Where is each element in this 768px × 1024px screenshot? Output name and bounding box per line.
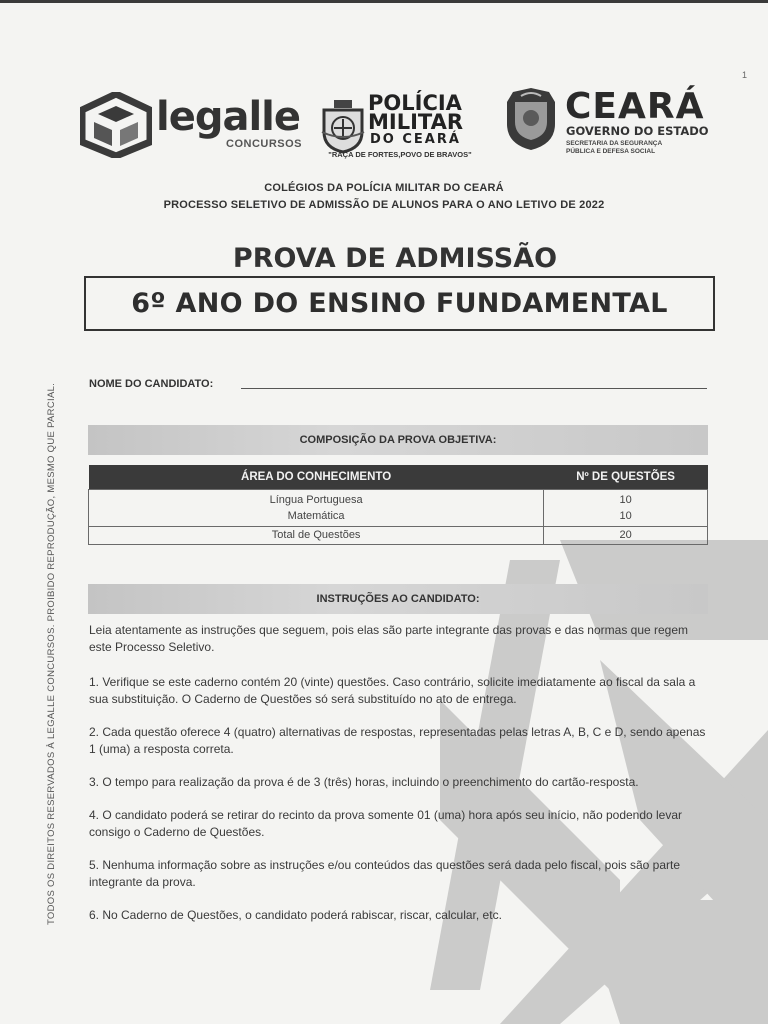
pm-crest-icon (320, 98, 366, 154)
table-row (89, 489, 708, 526)
legalle-logo (80, 92, 310, 158)
ceara-government-label: GOVERNO DO ESTADO (566, 124, 709, 138)
instructions-body (89, 622, 713, 940)
pm-title (368, 91, 464, 134)
policia-militar-logo (320, 91, 480, 166)
header-process: PROCESSO SELETIVO DE ADMISSÃO DE ALUNOS PARA O ANO LETIVO DE 2022 (163, 199, 605, 211)
copyright-side-note: TODOS OS DIREITOS RESERVADOS À LEGALLE CONCURSOS. PROIBIDO REPRODUÇÃO, MESMO QUE PARCIAL. (46, 382, 57, 925)
candidate-name-row (89, 378, 709, 394)
subject-area: Matemática (287, 509, 345, 522)
instruction-item: 2. Cada questão oferece 4 (quatro) alternativas de respostas, representadas pelas letras A, B, C e D, sendo apenas 1 (uma) a resposta correta. (89, 725, 706, 756)
pm-ceara-text: DO CEARÁ (370, 132, 461, 147)
exam-title: PROVA DE ADMISSÃO (232, 243, 558, 274)
composition-title: COMPOSIÇÃO DA PROVA OBJETIVA: (299, 434, 497, 446)
page-number: 1 (742, 70, 748, 80)
instruction-item: 4. O candidato poderá se retirar do recinto da prova somente 01 (uma) hora após seu início, não podendo levar consigo o Caderno de Questões. (89, 808, 683, 839)
instructions-title-bar (88, 584, 708, 614)
counts-cell (544, 489, 708, 526)
candidate-name-line[interactable] (241, 388, 707, 389)
subject-count: 10 (619, 509, 632, 522)
ceara-secretariat-line2: PÚBLICA E DEFESA SOCIAL (566, 148, 656, 155)
table-total-row (89, 526, 708, 544)
instruction-item: 6. No Caderno de Questões, o candidato poderá rabiscar, riscar, calcular, etc. (89, 908, 502, 922)
instruction-item: 5. Nenhuma informação sobre as instruções e/ou conteúdos das questões será dada pelo fiscal, pois são parte integrante da prova. (89, 858, 681, 889)
ceara-secretariat-line1: SECRETARIA DA SEGURANÇA (566, 140, 663, 147)
legalle-subtitle: CONCURSOS (226, 138, 303, 150)
instructions-title: INSTRUÇÕES AO CANDIDATO: (316, 593, 480, 605)
pm-title-line1: POLÍCIA (368, 91, 462, 115)
candidate-name-label: NOME DO CANDIDATO: (89, 378, 214, 390)
instructions-intro: Leia atentamente as instruções que seguem, pois elas são parte integrante das provas e das normas que regem este Processo Seletivo. (89, 623, 689, 654)
grade-title: 6º ANO DO ENSINO FUNDAMENTAL (131, 288, 668, 319)
subject-count: 10 (619, 493, 632, 506)
table-header-count: Nº DE QUESTÕES (544, 465, 708, 489)
table-header-area: ÁREA DO CONHECIMENTO (89, 465, 544, 489)
document-header (0, 180, 768, 214)
ceara-wordmark: CEARÁ (565, 86, 705, 127)
subject-area: Língua Portuguesa (269, 493, 363, 506)
ceara-government-logo (505, 86, 720, 162)
legalle-cube-icon (80, 92, 152, 158)
table-header-row (89, 465, 708, 489)
legalle-wordmark: legalle (156, 94, 301, 140)
composition-title-bar (88, 425, 708, 455)
total-value: 20 (544, 526, 708, 544)
total-label: Total de Questões (89, 526, 544, 544)
grade-box (84, 276, 715, 331)
header-institution: COLÉGIOS DA POLÍCIA MILITAR DO CEARÁ (264, 182, 504, 194)
subjects-cell (89, 489, 544, 526)
ceara-secretariat (566, 140, 662, 156)
composition-table (88, 465, 708, 545)
pm-title-line2: MILITAR (368, 110, 464, 134)
instruction-item: 1. Verifique se este caderno contém 20 (vinte) questões. Caso contrário, solicite imediatamente ao fiscal da sala a sua substituição. O Caderno de Questões só será substituído no ato de entrega. (89, 675, 696, 706)
pm-motto: "RAÇA DE FORTES,POVO DE BRAVOS" (328, 150, 472, 159)
instruction-item: 3. O tempo para realização da prova é de 3 (três) horas, incluindo o preenchimento do cartão-resposta. (89, 775, 639, 789)
ceara-shield-icon (505, 88, 557, 152)
page-top-edge (0, 0, 768, 3)
